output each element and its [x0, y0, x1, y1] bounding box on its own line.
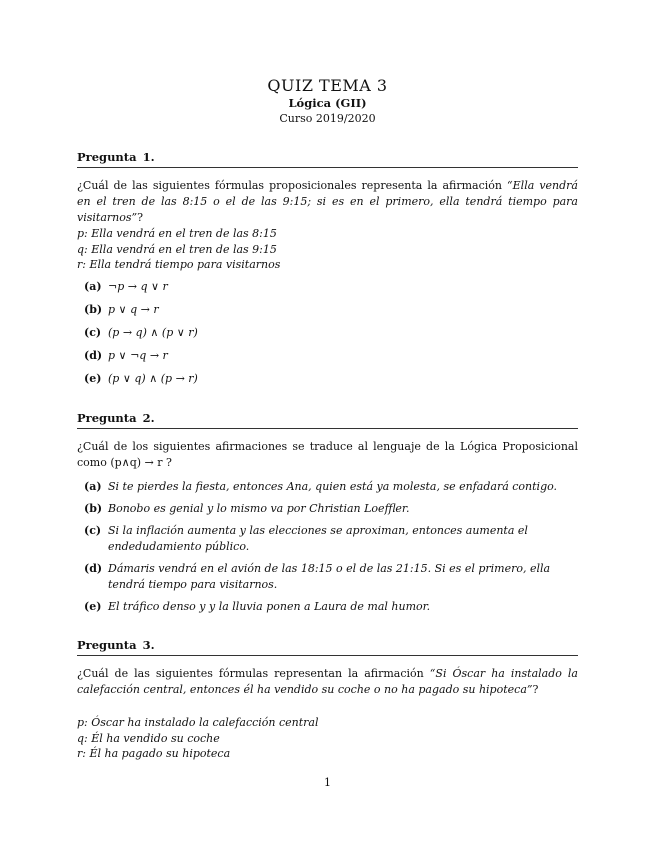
variable-name: q: — [77, 731, 88, 745]
variable-row — [77, 257, 578, 273]
option-label: (a) — [84, 480, 102, 493]
option-text: (p → q) ∧ (p ∨ r) — [108, 326, 198, 339]
question-3-variables — [77, 715, 578, 762]
question-2-options — [84, 479, 578, 615]
variable-text: Ella vendrá en el tren de las 9:15 — [91, 242, 277, 256]
variable-name: r: — [77, 747, 86, 760]
option-e[interactable] — [84, 371, 578, 387]
option-label: (a) — [84, 280, 102, 293]
variable-text: Él ha pagado su hipoteca — [89, 747, 231, 760]
option-text: Dámaris vendrá en el avión de las 18:15 o el de las 21:15. Si es el primero, ella tendrá tiempo para visitarnos. — [108, 562, 551, 591]
prompt-text: ¿Cuál de los siguientes afirmaciones se traduce al lenguaje de la Lógica Proposicional como (p∧q) → r ? — [77, 440, 578, 469]
variable-row — [77, 746, 578, 762]
option-b[interactable] — [84, 501, 578, 517]
option-c[interactable] — [84, 325, 578, 341]
option-a[interactable] — [84, 279, 578, 295]
prompt-text: ¿Cuál de las siguientes fórmulas proposicionales representa la afirmación — [77, 179, 508, 192]
variable-name: p: — [77, 227, 88, 240]
option-d[interactable] — [84, 561, 578, 593]
prompt-text: ¿Cuál de las siguientes fórmulas representan la afirmación — [77, 667, 430, 680]
option-text: El tráfico denso y y la lluvia ponen a Laura de mal humor. — [108, 600, 431, 613]
prompt-end: ? — [532, 683, 539, 696]
variable-row — [77, 226, 578, 242]
question-1-prompt — [77, 178, 578, 226]
option-text: (p ∨ q) ∧ (p → r) — [108, 372, 198, 385]
prompt-quote: “Ella vendrá en el tren de las 8:15 o el de las 9:15; si es en el primero, ella tendrá tiempo para visitarnos” — [77, 179, 578, 224]
option-text: Si la inflación aumenta y las elecciones se aproximan, entonces aumenta el endedudamiento público. — [108, 524, 528, 553]
question-2-prompt — [77, 439, 578, 471]
variable-row — [77, 731, 578, 747]
question-number: 1. — [142, 150, 155, 164]
option-a[interactable] — [84, 479, 578, 495]
option-b[interactable] — [84, 302, 578, 318]
option-label: (b) — [84, 502, 103, 515]
option-label: (c) — [84, 326, 102, 339]
option-label: (b) — [84, 303, 103, 316]
question-label: Pregunta — [77, 638, 137, 652]
prompt-end: ? — [137, 211, 144, 224]
variable-row — [77, 242, 578, 258]
page-number: 1 — [324, 776, 331, 789]
question-label: Pregunta — [77, 150, 137, 164]
variable-text: Ella vendrá en el tren de las 8:15 — [91, 227, 277, 240]
option-label: (d) — [84, 349, 103, 362]
option-text: Bonobo es genial y lo mismo va por Christian Loeffler. — [108, 502, 410, 515]
title-block — [0, 76, 655, 126]
variable-name: r: — [77, 258, 86, 271]
option-text: Si te pierdes la fiesta, entonces Ana, quien está ya molesta, se enfadará contigo. — [108, 480, 558, 493]
option-label: (e) — [84, 372, 102, 385]
question-3-prompt — [77, 666, 578, 698]
option-text: p ∨ ¬q → r — [108, 349, 168, 362]
option-text: ¬p → q ∨ r — [108, 280, 168, 293]
option-text: p ∨ q → r — [108, 303, 159, 316]
question-label: Pregunta — [77, 411, 137, 425]
question-1-heading — [77, 150, 578, 168]
variable-row — [77, 715, 578, 731]
option-d[interactable] — [84, 348, 578, 364]
question-number: 2. — [142, 411, 155, 425]
document-subtitle: Lógica (GII) — [288, 96, 367, 110]
variable-text: Óscar ha instalado la calefacción central — [91, 716, 319, 729]
option-c[interactable] — [84, 523, 578, 555]
option-e[interactable] — [84, 599, 578, 615]
question-1-variables — [77, 226, 578, 273]
question-number: 3. — [142, 638, 155, 652]
question-1-options — [84, 279, 578, 387]
course-year: Curso 2019/2020 — [279, 112, 376, 125]
option-label: (e) — [84, 600, 102, 613]
variable-text: Ella tendrá tiempo para visitarnos — [89, 258, 281, 271]
question-3-heading — [77, 638, 578, 656]
prompt-quote: “Si Óscar ha instalado la calefacción central, entonces él ha vendido su coche o no ha pagado su hipoteca” — [77, 667, 578, 696]
option-label: (c) — [84, 524, 102, 537]
variable-text: Él ha vendido su coche — [91, 731, 220, 745]
variable-name: p: — [77, 716, 88, 729]
document-title: QUIZ TEMA 3 — [267, 76, 388, 95]
question-2-heading — [77, 411, 578, 429]
variable-name: q: — [77, 242, 88, 256]
option-label: (d) — [84, 562, 103, 575]
